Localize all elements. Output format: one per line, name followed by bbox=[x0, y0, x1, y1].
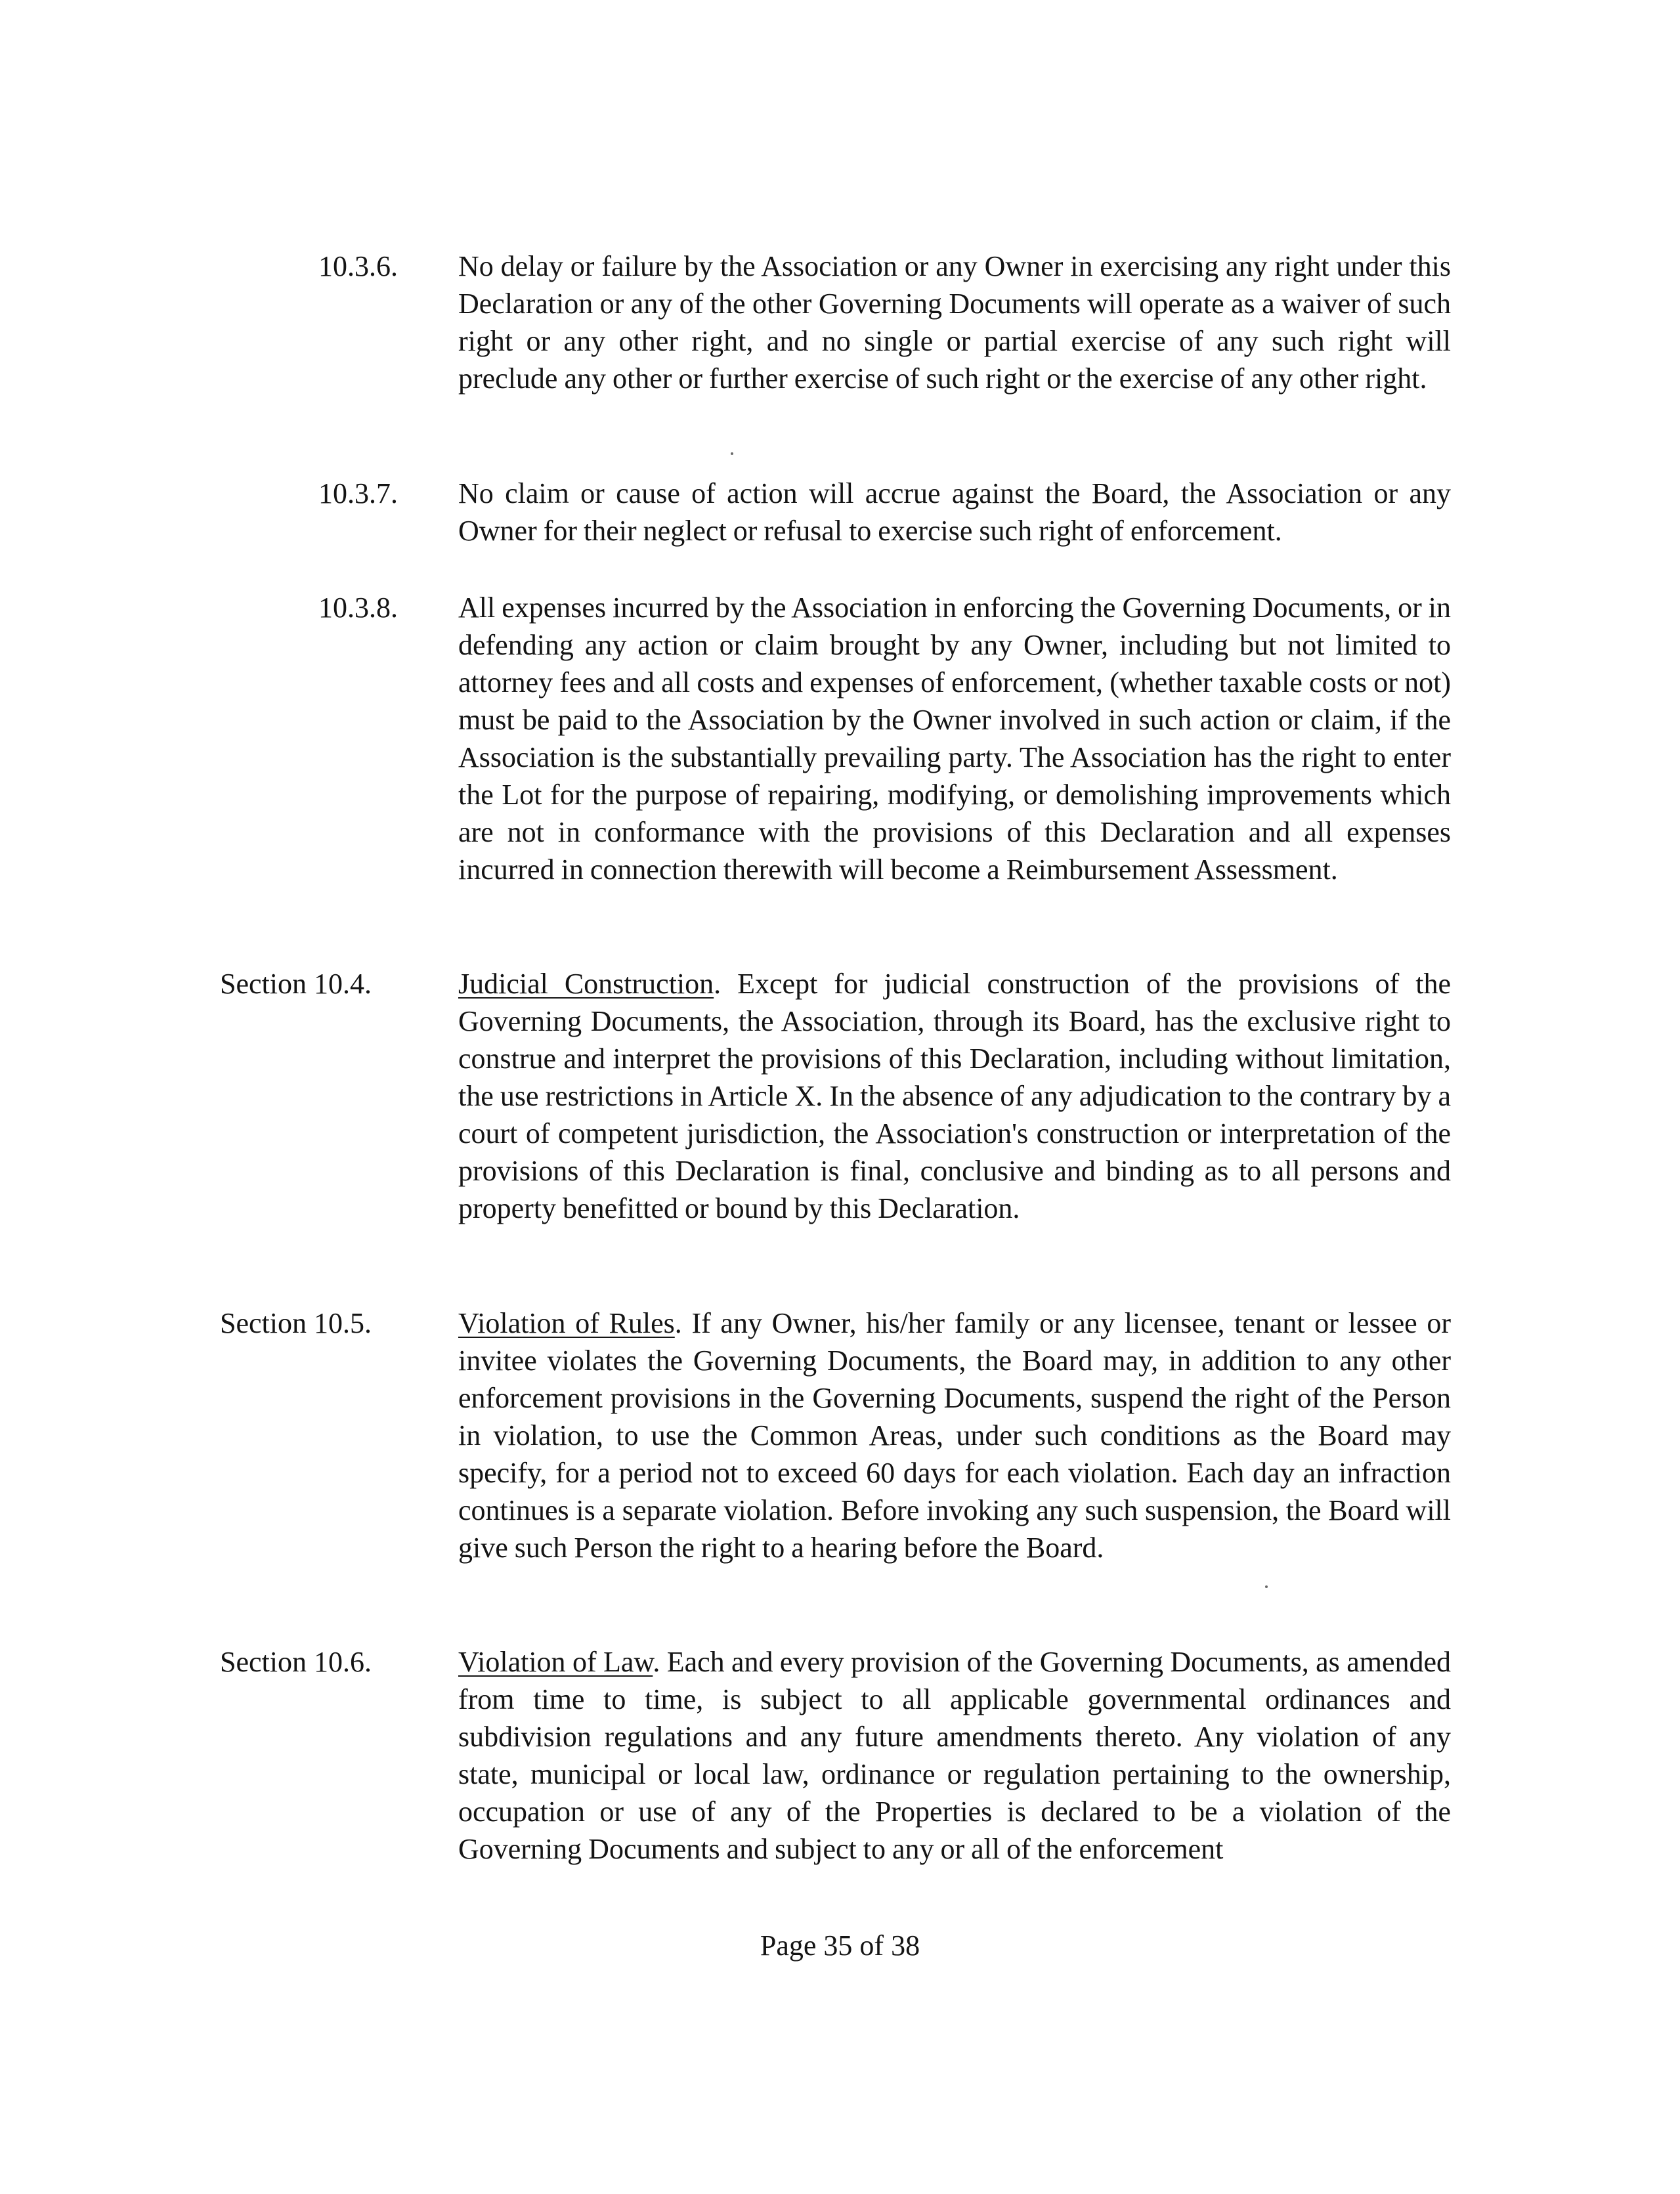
section-number: Section 10.6. bbox=[220, 1646, 372, 1678]
section-body: . Except for judicial construction of the provisions of the Governing Documents, the Association, through its Board, has the exclusive right to construe and interpret the provisions of this Declaration, including without limitation, the use restrictions in Article X. In the absence of any adjudication to the contrary by a court of competent jurisdiction, the Association's construction or interpretation of the provisions of this Declaration is final, conclusive and binding as to all persons and property benefitted or bound by this Declaration. bbox=[458, 968, 1451, 1224]
section-number: Section 10.4. bbox=[220, 968, 372, 1000]
page-number: Page 35 of 38 bbox=[760, 1929, 920, 1962]
section-text bbox=[458, 965, 1451, 1227]
section-body: . If any Owner, his/her family or any licensee, tenant or lessee or invitee violates the Governing Documents, the Board may, in addition to any other enforcement provisions in the Governing Documents, suspend the right of the Person in violation, to use the Common Areas, under such conditions as the Board may specify, for a period not to exceed 60 days for each violation. Each day an infraction continues is a separate violation. Before invoking any such suspension, the Board will give such Person the right to a hearing before the Board. bbox=[458, 1307, 1451, 1564]
scan-speck bbox=[731, 452, 733, 455]
paragraph-text: All expenses incurred by the Association in enforcing the Governing Documents, or in defending any action or claim brought by any Owner, including but not limited to attorney fees and all costs and expenses of enforcement, (whether taxable costs or not) must be paid to the Association by the Owner involved in such action or claim, if the Association is the substantially prevailing party. The Association has the right to enter the Lot for the purpose of repairing, modifying, or demolishing improvements which are not in conformance with the provisions of this Declaration and all expenses incurred in connection therewith will become a Reimbursement Assessment. bbox=[458, 592, 1451, 886]
paragraph-text: No claim or cause of action will accrue against the Board, the Association or any Owner for their neglect or refusal to exercise such right of enforcement. bbox=[458, 477, 1451, 547]
paragraph-number: 10.3.7. bbox=[318, 477, 398, 509]
paragraph-number: 10.3.6. bbox=[318, 250, 398, 282]
section-heading: Judicial Construction bbox=[458, 968, 714, 1000]
section-text bbox=[458, 1643, 1451, 1868]
scan-speck bbox=[1265, 1585, 1268, 1588]
section-number: Section 10.5. bbox=[220, 1307, 372, 1339]
section-heading: Violation of Law bbox=[458, 1646, 653, 1678]
section-heading: Violation of Rules bbox=[458, 1307, 675, 1339]
section-body: . Each and every provision of the Governing Documents, as amended from time to time, is subject to all applicable governmental ordinances and subdivision regulations and any future amendments thereto. Any violation of any state, municipal or local law, ordinance or regulation pertaining to the ownership, occupation or use of any of the Properties is declared to be a violation of the Governing Documents and subject to any or all of the enforcement bbox=[458, 1646, 1451, 1865]
paragraph-text: No delay or failure by the Association or any Owner in exercising any right under this Declaration or any of the other Governing Documents will operate as a waiver of such right or any other right, and no single or partial exercise of any such right will preclude any other or further exercise of such right or the exercise of any other right. bbox=[458, 250, 1451, 395]
paragraph-number: 10.3.8. bbox=[318, 592, 398, 624]
section-text bbox=[458, 1304, 1451, 1566]
